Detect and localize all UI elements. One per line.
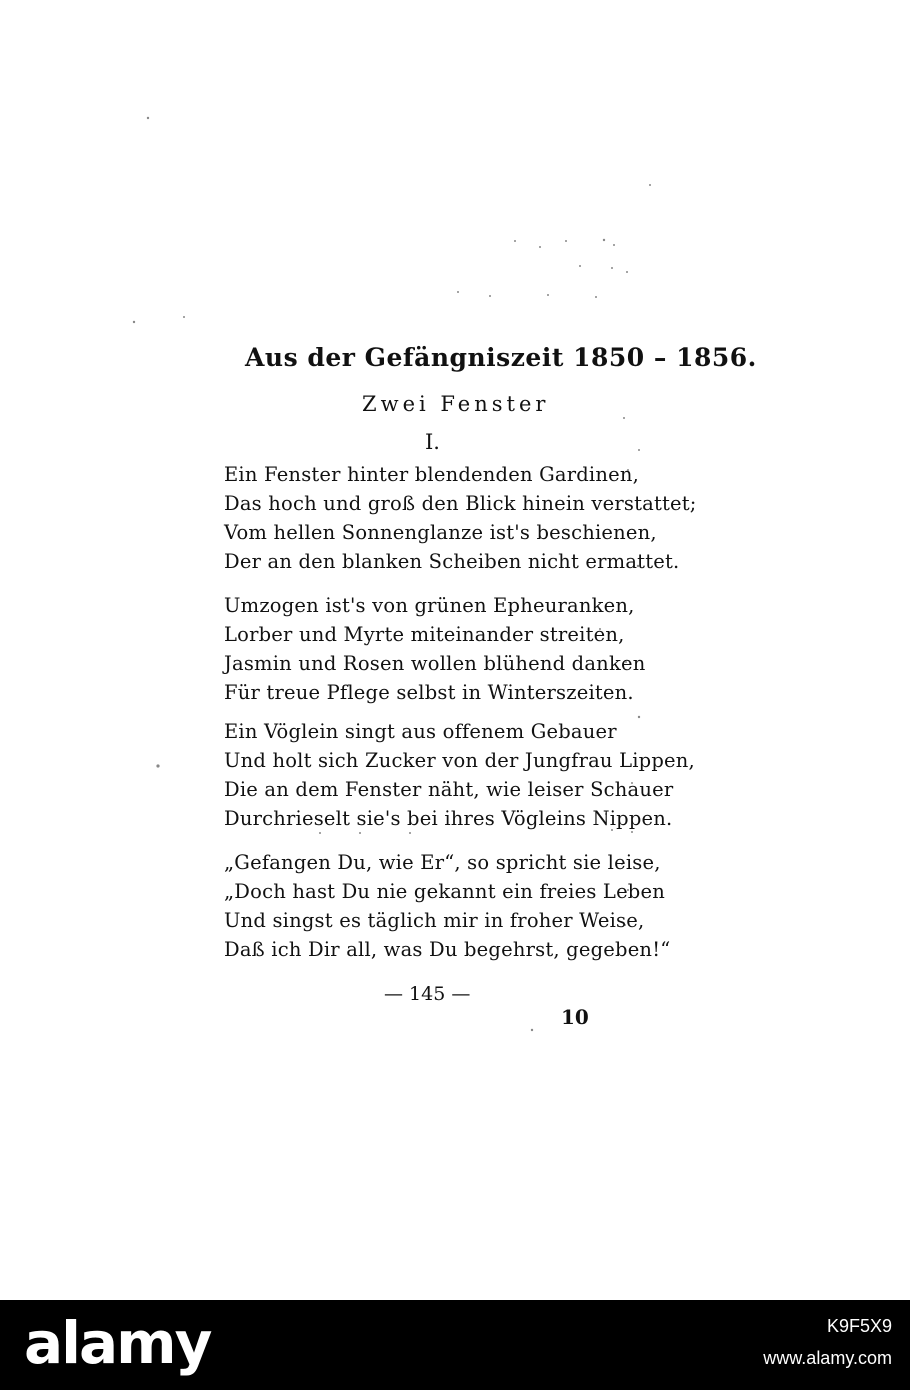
verse-line: Daß ich Dir all, was Du begehrst, gegeben!“ bbox=[224, 938, 671, 961]
verse-line: Und holt sich Zucker von der Jungfrau Lippen, bbox=[224, 749, 695, 772]
signature-mark: 10 bbox=[561, 1005, 589, 1029]
verse-line: Jasmin und Rosen wollen blühend danken bbox=[224, 652, 646, 675]
verse-line: „Doch hast Du nie gekannt ein freies Leben bbox=[224, 880, 665, 903]
verse-line: „Gefangen Du, wie Er“, so spricht sie leise, bbox=[224, 851, 661, 874]
verse-line: Ein Vöglein singt aus offenem Gebauer bbox=[224, 720, 617, 743]
verse-line: Durchrieselt sie's bei ihres Vögleins Nippen. bbox=[224, 807, 673, 830]
verse-line: Das hoch und groß den Blick hinein verstattet; bbox=[224, 492, 697, 515]
poem-part-numeral: I. bbox=[425, 430, 440, 454]
poem-title: Zwei Fenster bbox=[362, 392, 550, 416]
watermark-url: www.alamy.com bbox=[763, 1348, 892, 1368]
stanza-1 bbox=[224, 460, 697, 576]
verse-line: Die an dem Fenster näht, wie leiser Schauer bbox=[224, 778, 674, 801]
verse-line: Ein Fenster hinter blendenden Gardinen, bbox=[224, 463, 640, 486]
image-id-label: K9F5X9 bbox=[826, 1316, 892, 1336]
stanza-2 bbox=[224, 591, 664, 707]
verse-line: Vom hellen Sonnenglanze ist's beschienen, bbox=[224, 521, 657, 544]
verse-line: Der an den blanken Scheiben nicht ermattet. bbox=[224, 550, 680, 573]
verse-line: Umzogen ist's von grünen Epheuranken, bbox=[224, 594, 635, 617]
watermark-banner bbox=[0, 1300, 910, 1390]
stanza-3 bbox=[224, 717, 695, 833]
verse-line: Lorber und Myrte miteinander streiten, bbox=[224, 623, 625, 646]
verse-line: Für treue Pflege selbst in Winterszeiten. bbox=[224, 681, 634, 704]
alamy-logo: alamy bbox=[24, 1309, 211, 1377]
stanza-4 bbox=[224, 848, 671, 964]
poem-section-title: Aus der Gefängniszeit 1850 – 1856. bbox=[245, 343, 757, 372]
page-number: — 145 — bbox=[384, 983, 471, 1005]
verse-line: Und singst es täglich mir in froher Weise, bbox=[224, 909, 645, 932]
